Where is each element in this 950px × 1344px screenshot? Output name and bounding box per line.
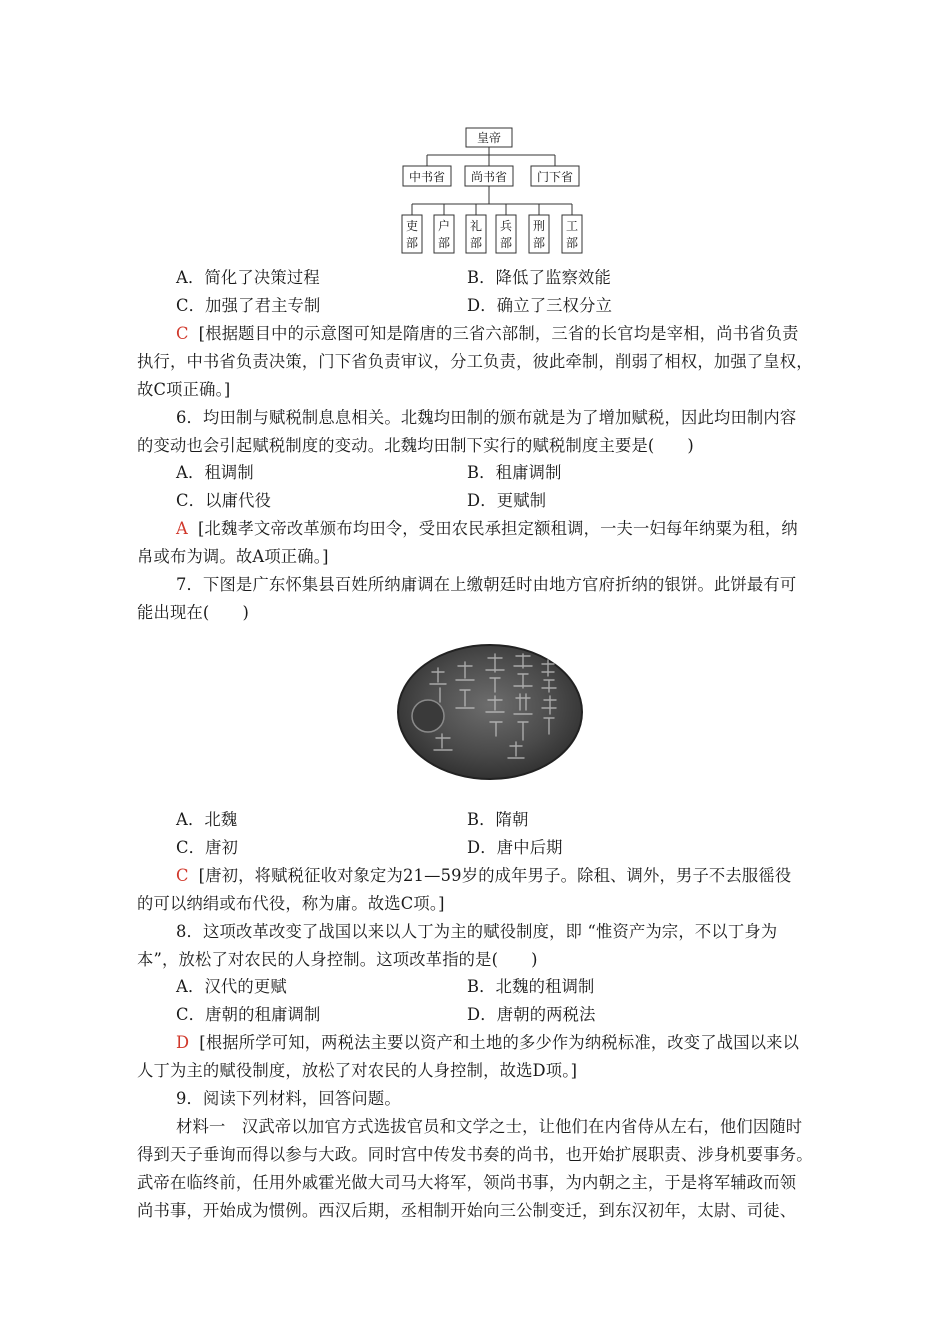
- node-gong-1: 工: [565, 219, 579, 233]
- q7-option-c: C．唐初: [176, 838, 239, 857]
- q7-explanation-line: C [唐初，将赋税征收对象定为21—59岁的成年男子。除租、调外，男子不去服徭役: [176, 866, 792, 885]
- q8-stem-line: 8．这项改革改变了战国以来以人丁为主的赋役制度，即 “惟资产为宗，不以丁身为: [176, 922, 778, 941]
- q6-explanation-line: A [北魏孝文帝改革颁布均田令，受田农民承担定额租调，一夫一妇每年纳粟为租，纳: [176, 519, 798, 538]
- node-hu-2: 部: [437, 236, 451, 250]
- node-li-2: 部: [405, 236, 419, 250]
- q6-option-d: D．更赋制: [467, 491, 547, 510]
- q8-option-c: C．唐朝的租庸调制: [176, 1005, 321, 1024]
- node-emperor: 皇帝: [476, 131, 502, 145]
- node-xing-2: 部: [532, 236, 546, 250]
- node-gong-2: 部: [565, 236, 579, 250]
- q7-stem-line: 7．下图是广东怀集县百姓所纳庸调在上缴朝廷时由地方官府折纳的银饼。此饼最有可: [176, 575, 797, 594]
- q5-option-c: C．加强了君主专制: [176, 296, 321, 315]
- q8-answer-letter: D: [176, 1033, 190, 1052]
- three-departments-six-ministries-diagram: [400, 126, 590, 258]
- q6-stem-line: 的变动也会引起赋税制度的变动。北魏均田制下实行的赋税制度主要是( ): [137, 436, 694, 455]
- node-menxia: 门下省: [536, 170, 574, 184]
- q6-answer-letter: A: [176, 519, 188, 538]
- q7-option-b: B．隋朝: [467, 810, 529, 829]
- q5-explanation-line: C [根据题目中的示意图可知是隋唐的三省六部制，三省的长官均是宰相，尚书省负责: [176, 324, 799, 343]
- q5-option-d: D．确立了三权分立: [467, 296, 613, 315]
- q8-option-b: B．北魏的租调制: [467, 977, 595, 996]
- q8-explanation-line: D [根据所学可知，两税法主要以资产和土地的多少作为纳税标准，改变了战国以来以: [176, 1033, 800, 1052]
- node-rites-2: 部: [469, 236, 483, 250]
- q7-stem-line: 能出现在( ): [137, 603, 249, 622]
- q8-option-a: A．汉代的更赋: [176, 977, 287, 996]
- node-xing-1: 刑: [532, 219, 546, 233]
- q5-explanation-line: 执行，中书省负责决策，门下省负责审议，分工负责，彼此牵制，削弱了相权，加强了皇权，: [137, 352, 813, 371]
- node-li-1: 吏: [405, 219, 419, 233]
- q7-answer-letter: C: [176, 866, 189, 885]
- q6-option-b: B．租庸调制: [467, 463, 562, 482]
- silver-cake-image: [392, 642, 588, 782]
- node-shangshu: 尚书省: [470, 170, 508, 184]
- q6-explanation-line: 帛或布为调。故A项正确。]: [137, 547, 329, 566]
- q9-stem: 9．阅读下列材料，回答问题。: [176, 1089, 401, 1108]
- q9-material-line: 尚书事，开始成为惯例。西汉后期，丞相制开始向三公制变迁，到东汉初年，太尉、司徒、: [137, 1201, 797, 1220]
- q7-option-d: D．唐中后期: [467, 838, 563, 857]
- node-zhongshu: 中书省: [408, 170, 446, 184]
- q6-stem-line: 6．均田制与赋税制息息相关。北魏均田制的颁布就是为了增加赋税，因此均田制内容: [176, 408, 797, 427]
- node-bing-2: 部: [499, 236, 513, 250]
- node-hu-1: 户: [437, 219, 451, 233]
- node-bing-1: 兵: [499, 219, 513, 233]
- q5-option-b: B．降低了监察效能: [467, 268, 612, 287]
- q8-stem-line: 本”，放松了对农民的人身控制。这项改革指的是( ): [137, 950, 538, 969]
- q8-explanation-line: 人丁为主的赋役制度，放松了对农民的人身控制，故选D项。]: [137, 1061, 578, 1080]
- q6-option-c: C．以庸代役: [176, 491, 272, 510]
- q7-explanation-line: 的可以纳绢或布代役，称为庸。故选C项。]: [137, 894, 445, 913]
- q5-option-a: A．简化了决策过程: [176, 268, 320, 287]
- q5-explanation-line: 故C项正确。]: [137, 380, 231, 399]
- q9-material-line: 得到天子垂询而得以参与大政。同时宫中传发书奏的尚书，也开始扩展职责、涉身机要事务。: [137, 1145, 813, 1164]
- q9-material-line: 材料一 汉武帝以加官方式选拔官员和文学之士，让他们在内省侍从左右，他们因随时: [176, 1117, 803, 1136]
- q9-material-line: 武帝在临终前，任用外戚霍光做大司马大将军，领尚书事，为内朝之主，于是将军辅政而领: [137, 1173, 797, 1192]
- node-rites-1: 礼: [469, 219, 483, 233]
- q6-option-a: A．租调制: [176, 463, 254, 482]
- q8-option-d: D．唐朝的两税法: [467, 1005, 596, 1024]
- q7-option-a: A．北魏: [176, 810, 238, 829]
- q5-answer-letter: C: [176, 324, 189, 343]
